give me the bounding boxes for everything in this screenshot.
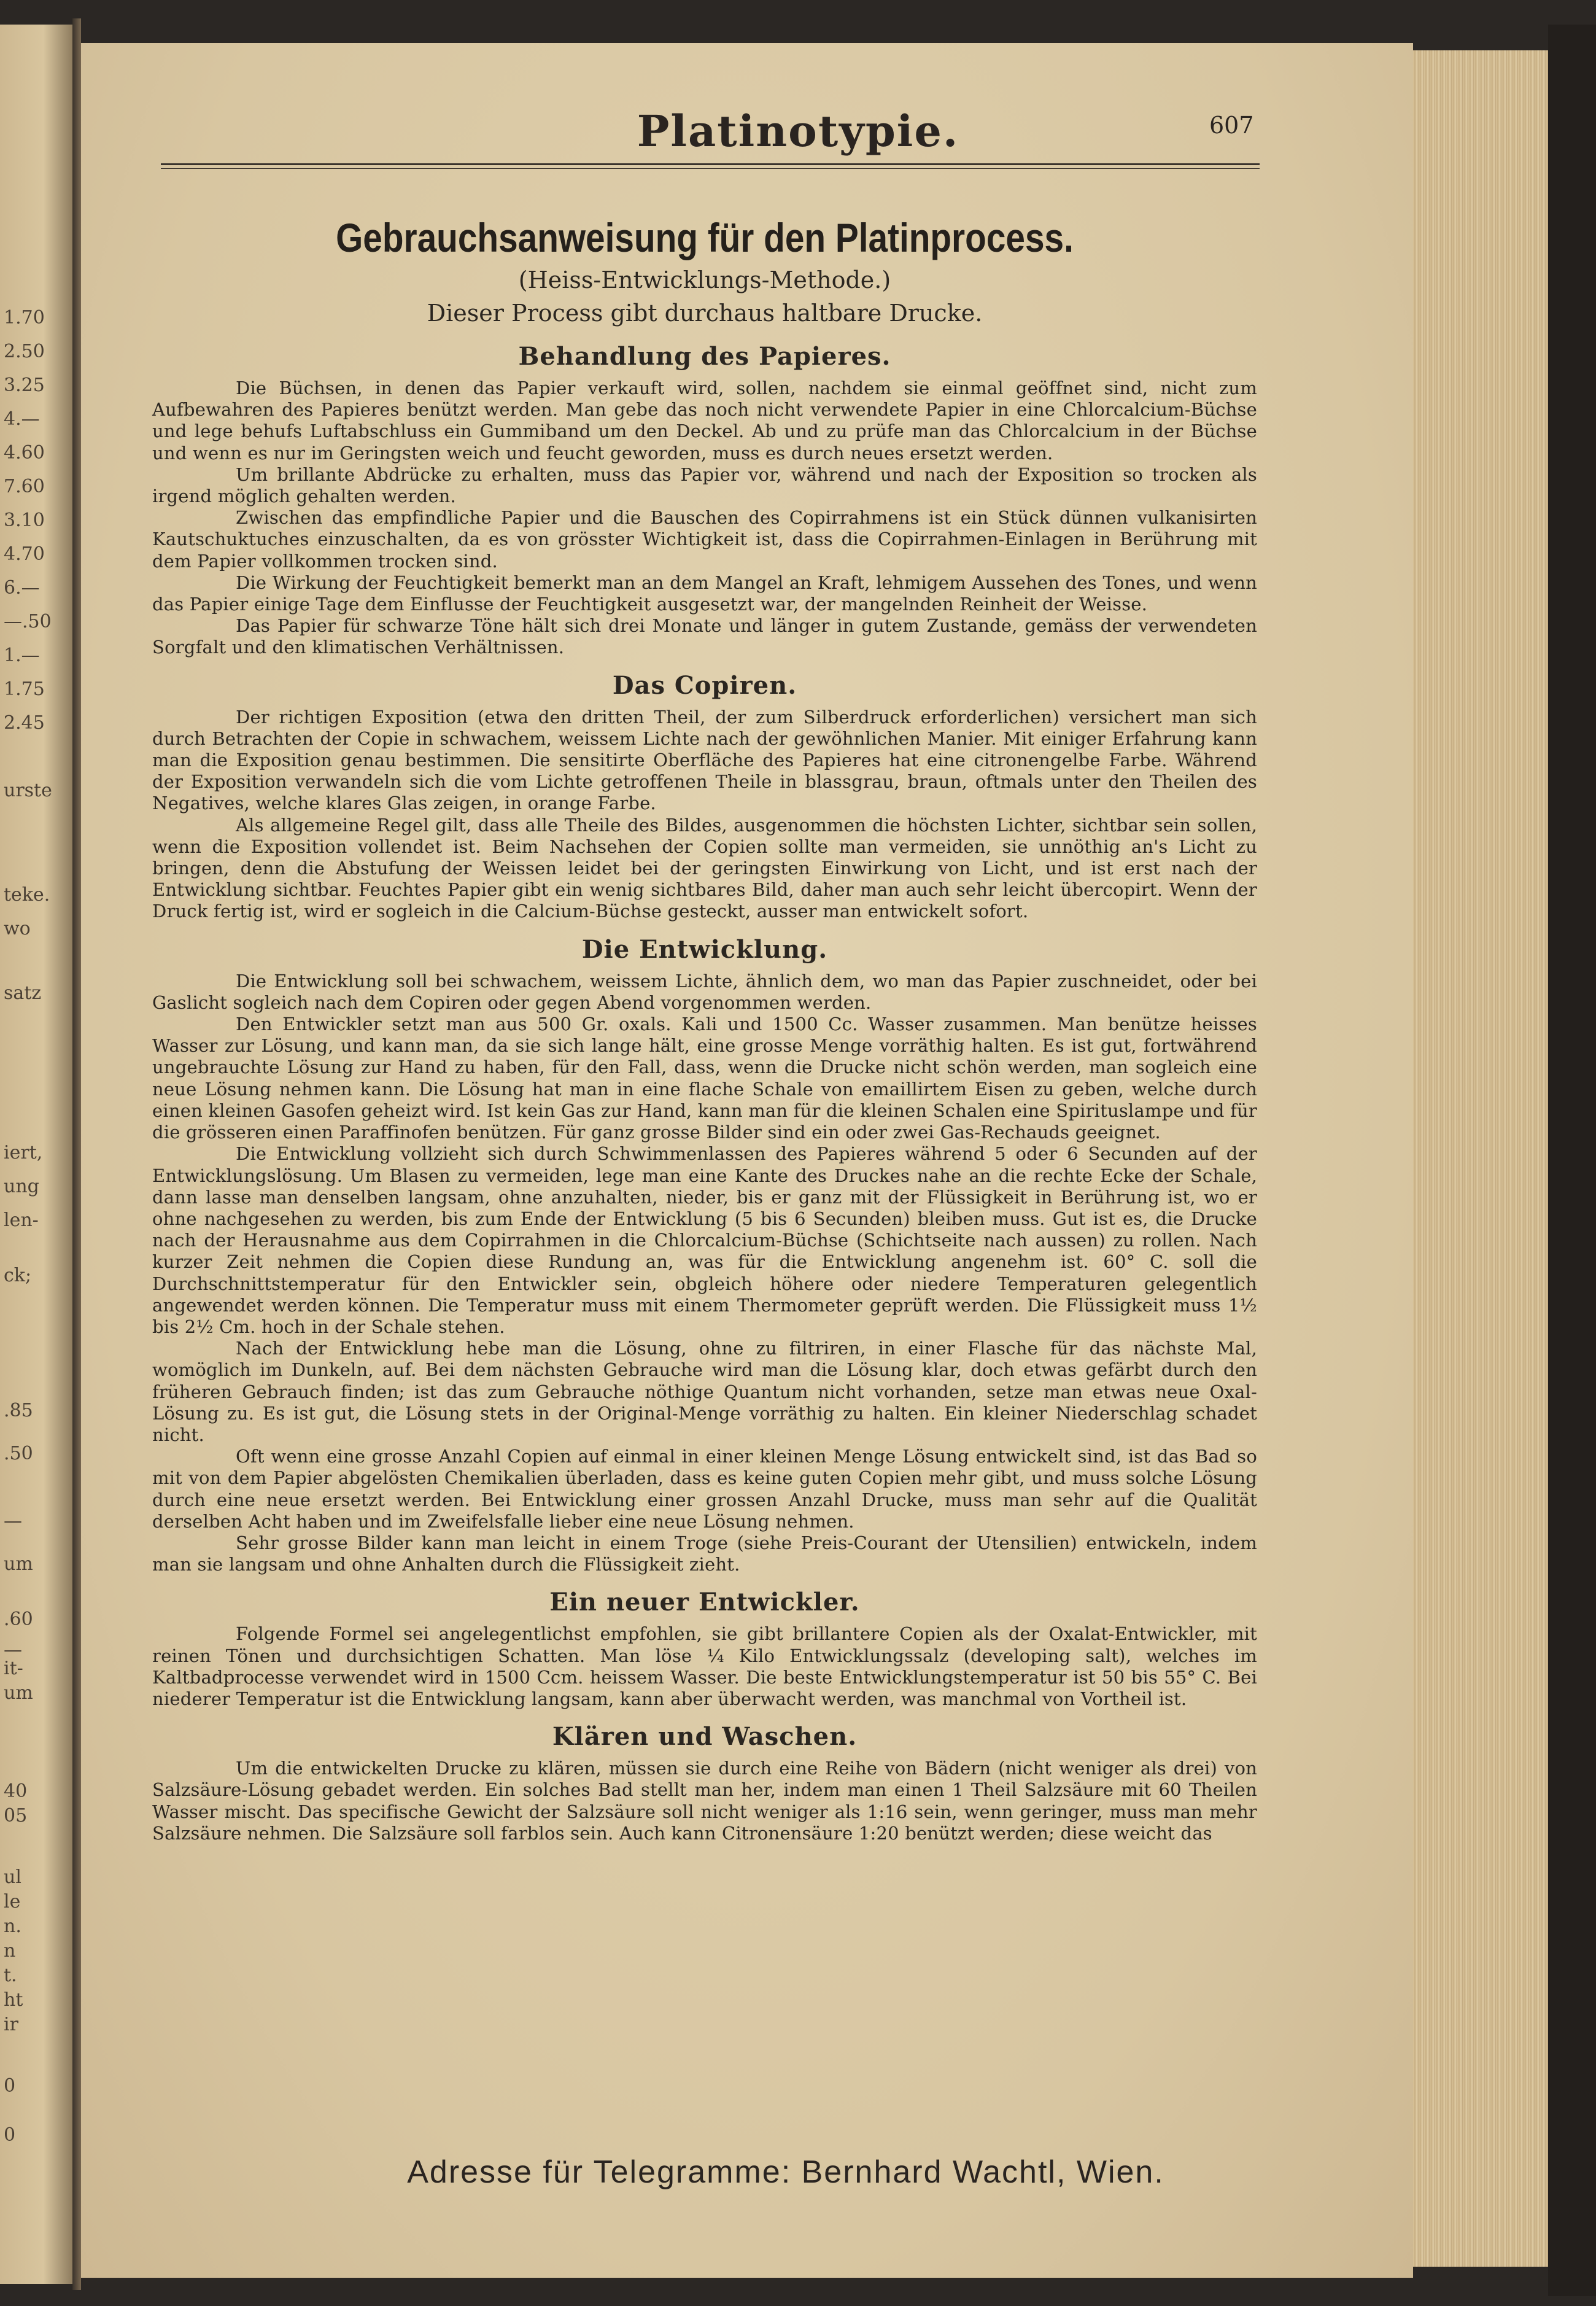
facing-page-fragment: 4.70 <box>4 543 45 565</box>
facing-page-fragment: t. <box>4 1965 17 1986</box>
paragraph: Das Papier für schwarze Töne hält sich drei Monate und länger in gutem Zustande, gemäss der verwendeten Sorgfalt und den klimatischen Verhältnissen. <box>152 615 1257 658</box>
facing-page-fragment: 7.60 <box>4 476 45 497</box>
facing-page-fragment: .60 <box>4 1609 33 1630</box>
paragraph: Der richtigen Exposition (etwa den dritten Theil, der zum Silberdruck erforderlichen) versichert man sich durch Betrachten der Copie in schwachem, weissem Lichte nach der gewöhnlichen Manier. Mit einiger Erfahrung kann man die Exposition genau bestimmen. Die sensitirte Oberfläche des Papieres hat eine citronengelbe Farbe. Während der Exposition verwandeln sich die vom Lichte getroffenen Theile in blassgrau, braun, oftmals unter den Theilen des Negatives, welche klares Glas zeigen, in orange Farbe. <box>152 706 1257 814</box>
section-heading: Das Copiren. <box>612 670 797 700</box>
facing-page-fragment: — <box>4 1510 22 1532</box>
facing-page-fragment: 2.50 <box>4 341 45 362</box>
header-rule <box>161 163 1260 165</box>
facing-page-fragment: 1.70 <box>4 307 45 328</box>
facing-page-fragment: ung <box>4 1176 39 1197</box>
section-heading: Die Entwicklung. <box>581 934 828 964</box>
facing-page-fragment: 2.45 <box>4 712 45 734</box>
facing-page-fragment: 05 <box>4 1805 28 1827</box>
facing-page-fragment: — <box>4 1639 22 1661</box>
facing-page-fragment: —.50 <box>4 611 52 632</box>
book-cover <box>1548 25 1596 2296</box>
footer-telegram-address: Adresse für Telegramme: Bernhard Wachtl, Wien. <box>407 2154 1164 2190</box>
page-content <box>152 212 1257 1844</box>
facing-page-fragment: 0 <box>4 2124 16 2146</box>
facing-page-fragment: ck; <box>4 1265 32 1286</box>
facing-page-fragment: teke. <box>4 884 50 906</box>
facing-page-fragment: um <box>4 1553 33 1575</box>
header-rule-thin <box>161 168 1260 169</box>
paragraph: Um die entwickelten Drucke zu klären, müssen sie durch eine Reihe von Bädern (nicht weniger als drei) von Salzsäure-Lösung gebadet werden. Ein solches Bad stellt man her, indem man einen 1 Theil Salzsäure mit 60 Theilen Wasser mischt. Das specifische Gewicht der Salzsäure soll nicht weniger als 1:16 sein, wenn geringer, muss man mehr Salzsäure nehmen. Die Salzsäure soll farblos sein. Auch kann Citronensäure 1:20 benützt werden; diese weicht das <box>152 1758 1257 1844</box>
facing-page-fragment: n. <box>4 1916 21 1937</box>
section-heading: Ein neuer Entwickler. <box>549 1588 860 1617</box>
facing-page-fragment: 40 <box>4 1780 28 1802</box>
facing-page-fragment: iert, <box>4 1142 43 1163</box>
facing-page-fragment: 6.— <box>4 577 40 599</box>
paragraph: Um brillante Abdrücke zu erhalten, muss das Papier vor, während und nach der Exposition so trocken als irgend möglich gehalten werden. <box>152 464 1257 507</box>
section-heading: Behandlung des Papieres. <box>518 342 891 371</box>
paragraph: Die Entwicklung soll bei schwachem, weissem Lichte, ähnlich dem, wo man das Papier zuschneidet, oder bei Gaslicht sogleich nach dem Copiren oder gegen Abend vorgenommen werden. <box>152 970 1257 1013</box>
facing-page-fragment: 4.— <box>4 408 40 430</box>
paragraph: Sehr grosse Bilder kann man leicht in einem Troge (siehe Preis-Courant der Utensilien) entwickeln, indem man sie langsam und ohne Anhalten durch die Flüssigkeit zieht. <box>152 1532 1257 1575</box>
facing-page-fragment: urste <box>4 780 52 801</box>
paragraph: Nach der Entwicklung hebe man die Lösung, ohne zu filtriren, in einer Flasche für das nächste Mal, womöglich im Dunkeln, auf. Bei dem nächsten Gebrauche wird man die Lösung klar, doch etwas gefärbt durch den früheren Gebrauch finden; ist das zum Gebrauche nöthige Quantum nicht vorhanden, setze man etwas neue Oxal-Lösung zu. Es ist gut, die Lösung stets in der Original-Menge vorräthig zu halten. Ein kleiner Niederschlag schadet nicht. <box>152 1338 1257 1445</box>
facing-page-fragment: .85 <box>4 1400 33 1421</box>
paragraph: Als allgemeine Regel gilt, dass alle Theile des Bildes, ausgenommen die höchsten Lichter, sichtbar sein sollen, wenn die Exposition vollendet ist. Beim Nachsehen der Copien sollte man vermeiden, sie unnöthig an's Licht zu bringen, denn die Abstufung der Weissen leidet bei der geringsten Einwirkung von Licht, und ist erst nach der Entwicklung sichtbar. Feuchtes Papier gibt ein wenig sichtbares Bild, daher man auch sehr leicht übercopirt. Wenn der Druck fertig ist, wird er sogleich in die Calcium-Büchse gesteckt, ausser man entwickelt sofort. <box>152 814 1257 922</box>
subtitle: (Heiss-Entwicklungs-Methode.) <box>518 266 891 293</box>
facing-page-fragment: wo <box>4 918 31 939</box>
book-gutter <box>72 18 81 2290</box>
sections <box>152 338 1257 1844</box>
facing-page-fragment: 3.25 <box>4 375 45 396</box>
facing-page-fragment: 1.— <box>4 645 40 666</box>
paragraph: Die Wirkung der Feuchtigkeit bemerkt man an dem Mangel an Kraft, lehmigem Aussehen des Tones, und wenn das Papier einige Tage dem Einflusse der Feuchtigkeit ausgesetzt war, der mangelnden Reinheit der Weisse. <box>152 572 1257 615</box>
facing-page-fragment: n <box>4 1940 16 1962</box>
paragraph: Folgende Formel sei angelegentlichst empfohlen, sie gibt brillantere Copien als der Oxalat-Entwickler, mit reinen Tönen und durchsichtigen Schatten. Man löse ¼ Kilo Entwicklungssalz (developing salt), welches im Kaltbadprocesse verwendet wird in 1500 Ccm. heissem Wasser. Die beste Entwicklungstemperatur ist 50 bis 55° C. Bei niederer Temperatur ist die Entwicklung langsam, kann aber überwacht werden, was manchmal von Vortheil ist. <box>152 1623 1257 1709</box>
main-title: Gebrauchsanweisung für den Platinprocess. <box>336 215 1074 260</box>
running-head-title: Platinotypie. <box>637 106 959 157</box>
paragraph: Die Büchsen, in denen das Papier verkauft wird, sollen, nachdem sie einmal geöffnet sind, nicht zum Aufbewahren des Papieres benützt werden. Man gebe das noch nicht verwendete Papier in eine Chlorcalcium-Büchse und lege behufs Luftabschluss ein Gummiband um den Deckel. Ab und zu prüfe man das Chlorcalcium in der Büchse und wenn es nur im Geringsten weich und feucht geworden, muss es durch neues ersetzt werden. <box>152 378 1257 464</box>
page-number: 607 <box>1209 112 1254 139</box>
paragraph: Zwischen das empfindliche Papier und die Bauschen des Copirrahmens ist ein Stück dünnen vulkanisirten Kautschuktuches einzuschalten, da es von grösster Wichtigkeit ist, dass die Copirrahmen-Einlagen in Berührung mit dem Papier vollkommen trocken sind. <box>152 507 1257 572</box>
facing-page-fragment: ul <box>4 1866 21 1888</box>
facing-page-fragment: le <box>4 1891 21 1912</box>
facing-page-fragment: um <box>4 1682 33 1704</box>
facing-page-fragment: 4.60 <box>4 442 45 464</box>
facing-page-fragment: len- <box>4 1209 39 1231</box>
subtitle-note: Dieser Process gibt durchaus haltbare Drucke. <box>427 300 983 327</box>
paragraph: Die Entwicklung vollzieht sich durch Schwimmenlassen des Papieres während 5 oder 6 Secunden auf der Entwicklungslösung. Um Blasen zu vermeiden, lege man eine Kante des Druckes nahe an die rechte Ecke der Schale, dann lasse man denselben langsam, ohne anzuhalten, nieder, bis er ganz mit der Flüssigkeit in Berührung ist, wo er ohne nachgesehen zu werden, bis zum Ende der Entwicklung (5 bis 6 Secunden) bleiben muss. Gut ist es, die Drucke nach der Herausnahme aus dem Copirrahmen in die Chlorcalcium-Büchse (Schichtseite nach aussen) zu rollen. Nach kurzer Zeit nehmen die Copien diese Rundung an, was für die Entwicklung angenehm ist. 60° C. soll die Durchschnittstemperatur für den Entwickler sein, obgleich höhere oder niedere Temperaturen gelegentlich angewendet werden können. Die Temperatur muss mit einem Thermometer geprüft werden. Die Flüssigkeit muss 1½ bis 2½ Cm. hoch in der Schale stehen. <box>152 1143 1257 1337</box>
paragraph: Den Entwickler setzt man aus 500 Gr. oxals. Kali und 1500 Cc. Wasser zusammen. Man benütze heisses Wasser zur Lösung, und kann man, da sie sich lange hält, eine grosse Menge vorräthig halten. Es ist gut, fortwährend ungebrauchte Lösung zur Hand zu haben, für den Fall, dass, wenn die Drucke nicht schön werden, man sogleich eine neue Lösung nehmen kann. Die Lösung hat man in eine flache Schale von emaillirtem Eisen zu geben, welche durch einen kleinen Gasofen geheizt wird. Ist kein Gas zur Hand, kann man für die kleinen Schalen eine Spirituslampe und für die grösseren einen Paraffinofen benützen. Für ganz grosse Bilder sind ein oder zwei Gas-Rechauds geeignet. <box>152 1014 1257 1143</box>
paragraph: Oft wenn eine grosse Anzahl Copien auf einmal in einer kleinen Menge Lösung entwickelt sind, ist das Bad so mit von dem Papier abgelösten Chemikalien überladen, dass es keine guten Copien mehr gibt, und muss solche Lösung durch eine neue ersetzt werden. Bei Entwicklung einer grossen Anzahl Drucke, muss man sehr auf die Qualität derselben Acht haben und im Zweifelsfalle lieber eine neue Lösung nehmen. <box>152 1446 1257 1532</box>
facing-page-fragment: 0 <box>4 2075 16 2097</box>
facing-page-fragment: it- <box>4 1658 23 1679</box>
facing-page-fragment: satz <box>4 982 42 1004</box>
facing-page-edge <box>0 25 72 2284</box>
facing-page-fragment: 1.75 <box>4 678 45 700</box>
facing-page-fragment: .50 <box>4 1443 33 1464</box>
page-edges <box>1413 50 1554 2267</box>
facing-page-fragment: ir <box>4 2014 18 2035</box>
facing-page-fragment: ht <box>4 1989 23 2011</box>
facing-page-fragment: 3.10 <box>4 510 45 531</box>
section-heading: Klären und Waschen. <box>552 1722 858 1752</box>
